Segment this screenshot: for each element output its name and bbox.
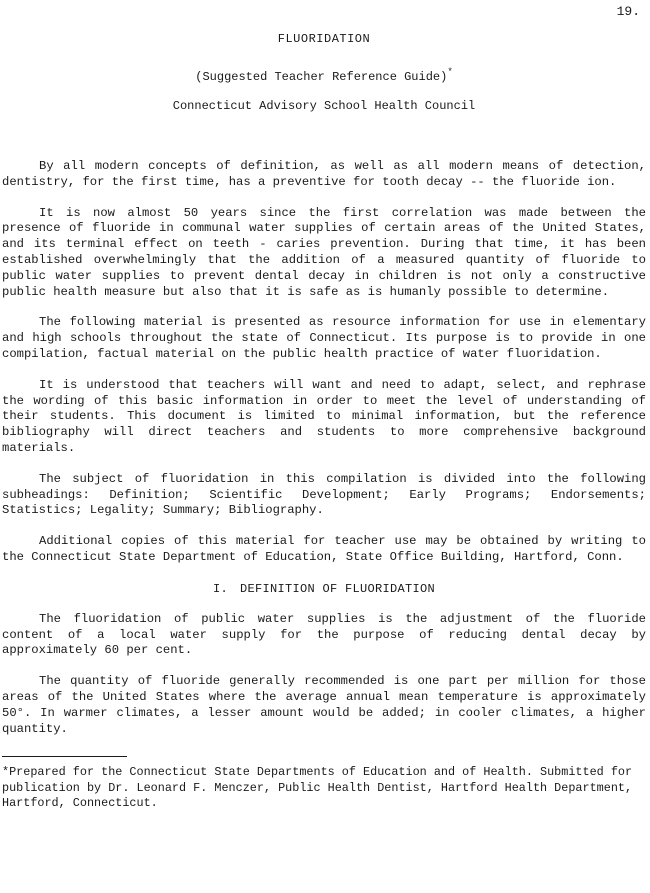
paragraph-quantity: The quantity of fluoride generally recommended is one part per million for those areas of the United States where the average annual mean temperature is approximately 50°. In warmer climates, a lesser amount would be added; in cooler climates, a higher quantity. [2, 674, 646, 736]
paragraph-adaptation: It is understood that teachers will want and need to adapt, select, and rephrase the wording of this basic information in order to meet the level of understanding of their students. This document is limited to minimal information, but the reference bibliography will direct teachers and students to more comprehensive background materials. [2, 377, 646, 455]
document-subtitle [2, 65, 646, 85]
paragraph-definition: The fluoridation of public water supplies is the adjustment of the fluoride content of a local water supply for the purpose of reducing dental decay by approximately 60 per cent. [2, 611, 646, 658]
section-heading [2, 582, 646, 597]
document-title: FLUORIDATION [277, 32, 371, 46]
footnote-marker: * [447, 67, 453, 77]
page-number: 19. [616, 4, 640, 19]
footnote-divider [2, 756, 127, 757]
section-number: I. [212, 581, 228, 596]
paragraph-intro: By all modern concepts of definition, as well as all modern means of detection, dentistry, for the first time, has a preventive for tooth decay -- the fluoride ion. [2, 159, 646, 189]
paragraph-purpose: The following material is presented as resource information for use in elementary and high schools throughout the state of Connecticut. Its purpose is to provide in one compilation, factual material on the public health practice of water fluoridation. [2, 315, 646, 361]
footnote: *Prepared for the Connecticut State Departments of Education and of Health. Submitted for publication by Dr. Leonard F. Menczer, Public Health Dentist, Hartford Health Department, Hartford, Connecticut. [2, 765, 633, 811]
subtitle-text: (Suggested Teacher Reference Guide) [195, 70, 448, 84]
paragraph-subheadings: The subject of fluoridation in this compilation is divided into the following subheadings: Definition; Scientific Development; Early Programs; Endorsements; Statistics; Legality; Summary; Bibliography. [2, 471, 646, 518]
paragraph-history: It is now almost 50 years since the first correlation was made between the presence of fluoride in communal water supplies of certain areas of the United States, and its terminal effect on teeth - caries prevention. During that time, it has been established overwhelmingly that the addition of a measured quantity of fluoride to public water supplies to prevent dental decay in children is not only a constructive public health measure but also that it is safe as is humanly possible to determine. [2, 205, 646, 299]
council-name: Connecticut Advisory School Health Council [172, 99, 476, 113]
paragraph-copies: Additional copies of this material for teacher use may be obtained by writing to the Connecticut State Department of Education, State Office Building, Hartford, Conn. [2, 534, 646, 564]
section-title: DEFINITION OF FLUORIDATION [239, 581, 436, 596]
